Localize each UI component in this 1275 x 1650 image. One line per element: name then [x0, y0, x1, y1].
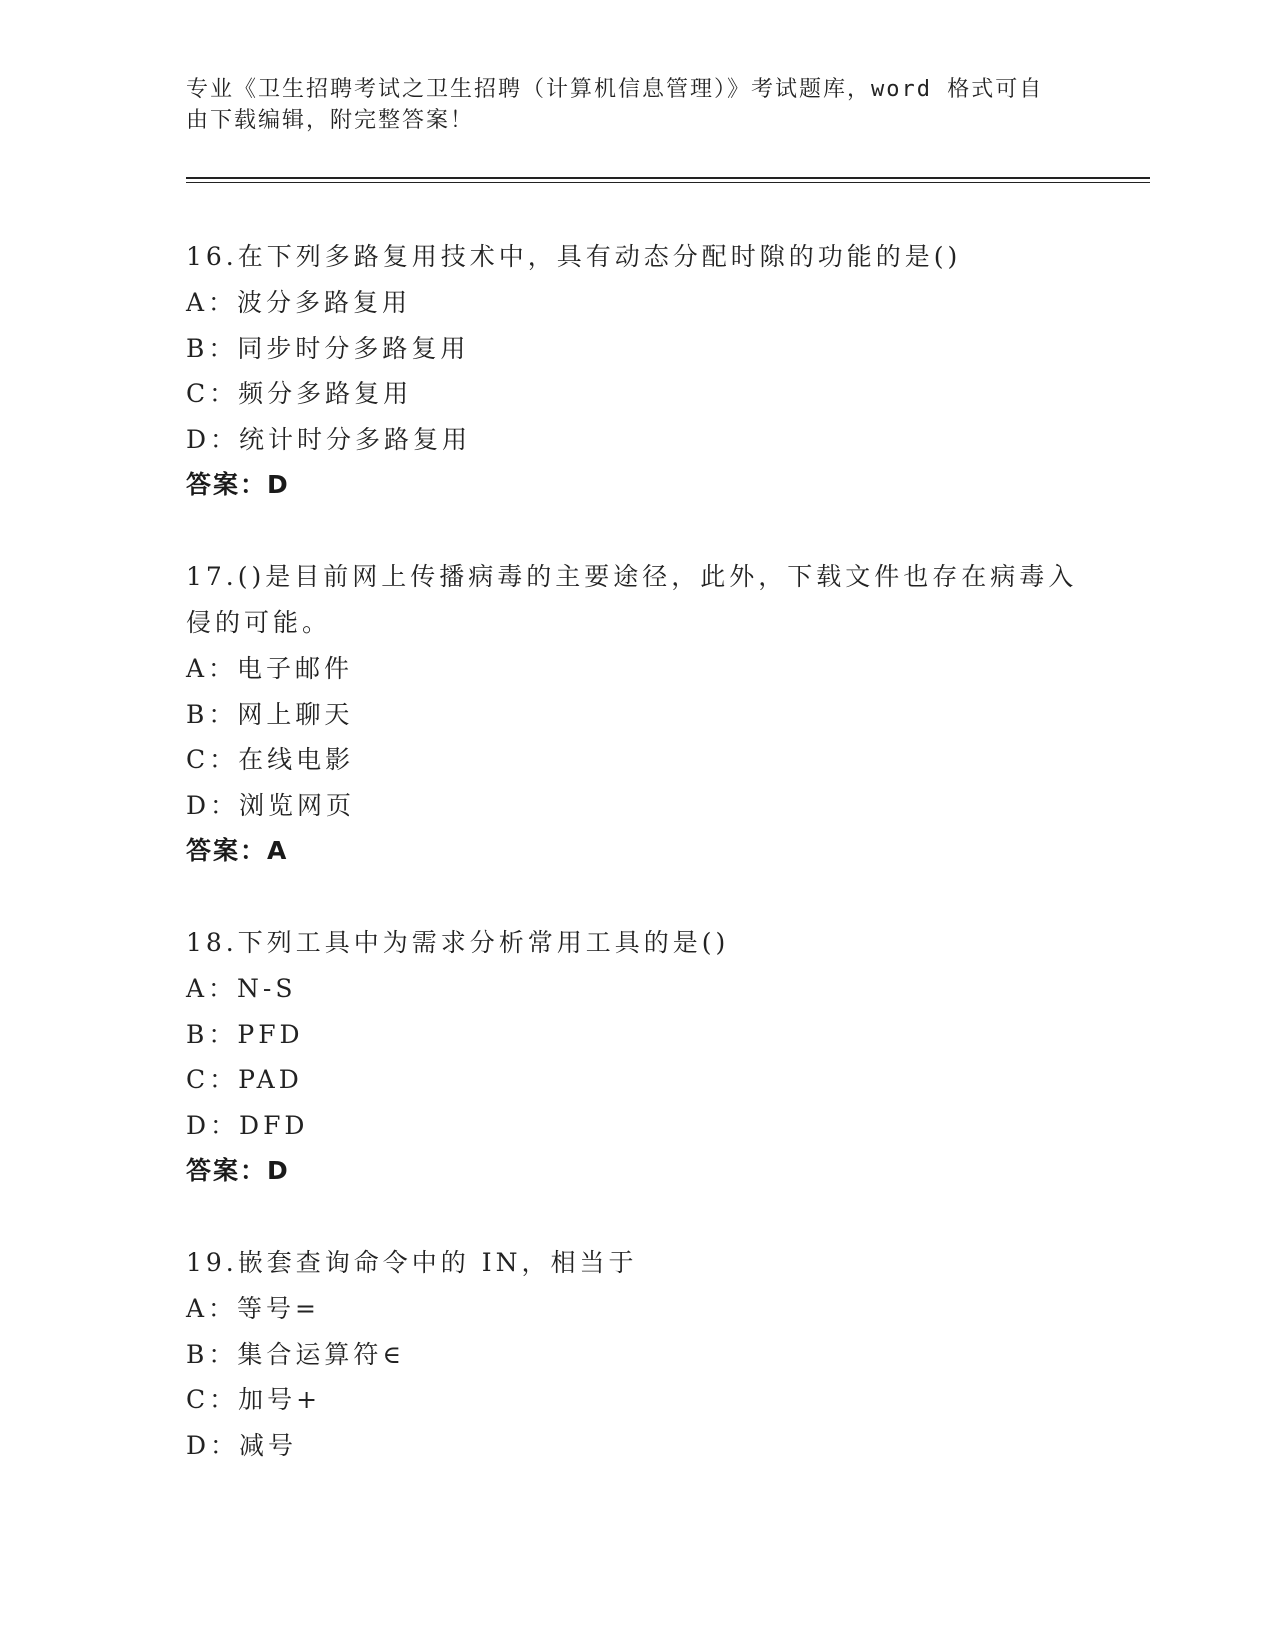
question-stem: 19.嵌套查询命令中的 IN，相当于	[186, 1248, 638, 1277]
question-list	[186, 234, 1086, 1514]
option-b: B：集合运算符∈	[186, 1339, 405, 1369]
option-b: B：PFD	[186, 1019, 304, 1049]
option-a: A：等号=	[186, 1294, 321, 1323]
option-b: B：网上聊天	[186, 699, 354, 729]
option-d: D：浏览网页	[186, 790, 356, 820]
question-stem: 16.在下列多路复用技术中，具有动态分配时隙的功能的是()	[186, 242, 962, 271]
question-16	[186, 234, 1086, 508]
option-d: D：减号	[186, 1430, 298, 1460]
answer: 答案：D	[186, 1156, 290, 1185]
document-header: 专业《卫生招聘考试之卫生招聘（计算机信息管理）》考试题库，word 格式可自由下载编辑，附完整答案！	[186, 77, 1044, 133]
option-c: C：加号+	[186, 1385, 322, 1414]
question-18	[186, 920, 1086, 1194]
answer: 答案：A	[186, 836, 289, 865]
option-c: C：在线电影	[186, 745, 355, 774]
option-c: C：PAD	[186, 1065, 303, 1094]
question-stem: 17.()是目前网上传播病毒的主要途径，此外，下载文件也存在病毒入侵的可能。	[186, 562, 1078, 637]
option-b: B：同步时分多路复用	[186, 333, 470, 363]
header-divider-thick	[186, 177, 1150, 179]
question-17	[186, 554, 1086, 874]
option-d: D：DFD	[186, 1110, 309, 1140]
option-a: A：N-S	[186, 974, 297, 1003]
option-c: C：频分多路复用	[186, 379, 413, 408]
question-stem: 18.下列工具中为需求分析常用工具的是()	[186, 928, 730, 957]
question-19	[186, 1240, 1086, 1468]
answer: 答案：D	[186, 470, 290, 499]
option-a: A：波分多路复用	[186, 288, 412, 317]
option-a: A：电子邮件	[186, 654, 354, 683]
option-d: D：统计时分多路复用	[186, 424, 472, 454]
header-divider-thin	[186, 182, 1150, 183]
